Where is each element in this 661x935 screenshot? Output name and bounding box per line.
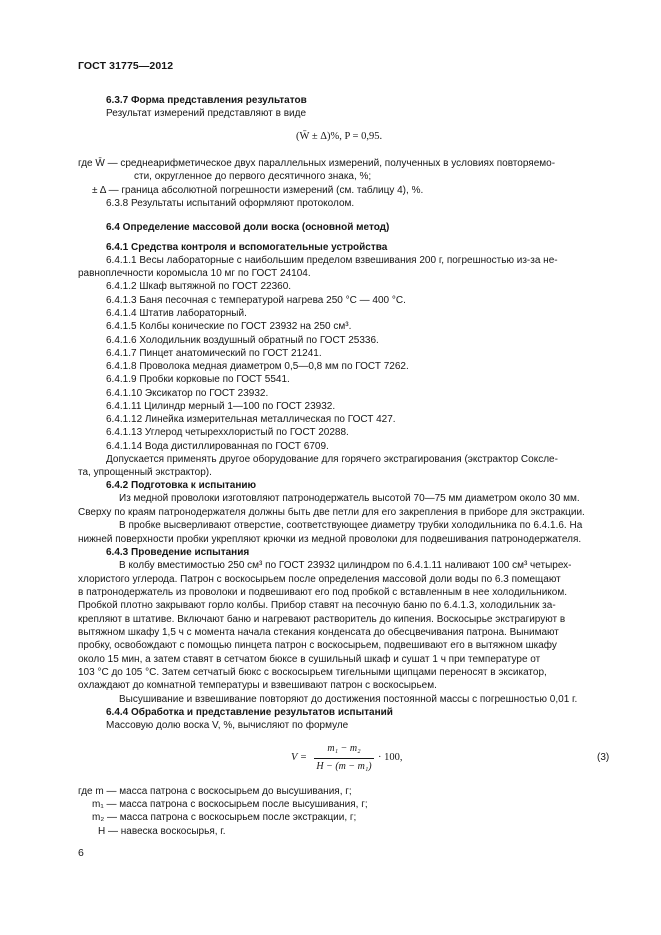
heading-6-4-2: 6.4.2 Подготовка к испытанию (106, 480, 257, 491)
legend-delta: ± Δ — граница абсолютной погрешности измерений (см. таблицу 4), %. (92, 185, 424, 196)
paragraph-drying-repeat: Высушивание и взвешивание повторяют до достижения постоянной массы с погрешностью 0,01 г. (119, 694, 578, 705)
list-item: равноплечности коромысла 10 мг по ГОСТ 24104. (78, 268, 311, 279)
legend-w: где W̄ — среднеарифметическое двух параллельных измерений, полученных в условиях повторяемо- (78, 158, 556, 169)
procedure-line: Пробкой плотно закрывают горло колбы. Прибор ставят на песочную баню по 6.4.1.3, холодильник за- (78, 600, 556, 611)
paragraph-6-3-8: 6.3.8 Результаты испытаний оформляют протоколом. (106, 198, 355, 209)
procedure-line: В колбу вместимостью 250 см³ по ГОСТ 23932 цилиндром по 6.4.1.11 наливают 100 см³ четырех- (119, 560, 572, 571)
list-item: 6.4.1.11 Цилиндр мерный 1—100 по ГОСТ 23932. (106, 401, 336, 412)
paragraph-other-equipment-cont: та, упрощенный экстрактор). (78, 467, 212, 478)
formula-tail: · 100, (378, 752, 403, 763)
formula-denominator: H − (m − m₁) (316, 761, 372, 772)
page-number: 6 (78, 847, 84, 859)
paragraph-other-equipment: Допускается применять другое оборудование для горячего экстрагирования (экстрактор Соксле- (106, 454, 558, 465)
list-item: 6.4.1.13 Углерод четыреххлористый по ГОСТ 20288. (106, 427, 349, 438)
procedure-line: пробку, освобождают с помощью пинцета патрон с воскосырьем, подвешивают его в вытяжном шкафу (78, 640, 557, 651)
legend-w-cont: сти, округленное до первого десятичного знака, %; (134, 171, 372, 182)
document-header: ГОСТ 31775—2012 (78, 60, 174, 72)
list-item: 6.4.1.6 Холодильник воздушный обратный по ГОСТ 25336. (106, 335, 379, 346)
list-item: 6.4.1.5 Колбы конические по ГОСТ 23932 на 250 см³. (106, 321, 352, 332)
procedure-line: охлаждают до комнатной температуры и взвешивают патрон с воскосырьем. (78, 680, 437, 691)
list-item: 6.4.1.9 Пробки корковые по ГОСТ 5541. (106, 374, 290, 385)
list-item: 6.4.1.12 Линейка измерительная металлическая по ГОСТ 427. (106, 414, 396, 425)
heading-6-4: 6.4 Определение массовой доли воска (основной метод) (106, 222, 390, 233)
paragraph-intro: Результат измерений представляют в виде (106, 108, 306, 119)
paragraph-calc-intro: Массовую долю воска V, %, вычисляют по формуле (106, 720, 349, 731)
result-formula: (W̄ ± Δ)%, P = 0,95. (296, 131, 383, 142)
legend-m2: m₂ — масса патрона с воскосырьем после экстракции, г; (92, 812, 357, 823)
procedure-line: хлористого углерода. Патрон с воскосырьем после определения массовой доли воды по 6.3 помещают (78, 574, 561, 585)
list-item: 6.4.1.10 Эксикатор по ГОСТ 23932. (106, 388, 269, 399)
procedure-line: около 15 мин, а затем ставят в сетчатом бюксе в сушильный шкаф и сушат 1 ч при температуре от (78, 654, 541, 665)
procedure-line: в патронодержатель из проволоки и подвешивают его под пробкой с вставленным в нее холодильником. (78, 587, 567, 598)
heading-6-4-3: 6.4.3 Проведение испытания (106, 547, 250, 558)
list-item: 6.4.1.14 Вода дистиллированная по ГОСТ 6709. (106, 441, 329, 452)
list-item: 6.4.1.7 Пинцет анатомический по ГОСТ 21241. (106, 348, 322, 359)
list-item: 6.4.1.3 Баня песочная с температурой нагрева 250 °С — 400 °С. (106, 295, 406, 306)
formula-numerator: m₁ − m₂ (327, 743, 361, 754)
legend-h: H — навеска воскосырья, г. (98, 826, 226, 837)
heading-6-4-4: 6.4.4 Обработка и представление результатов испытаний (106, 707, 393, 718)
fraction-line (314, 758, 374, 759)
procedure-line: крепляют в штативе. Включают баню и нагревают растворитель до кипения. Воскосырье экстрагируют в (78, 614, 566, 625)
procedure-line: вытяжном шкафу 1,5 ч с момента начала стекания конденсата до обесцвечивания патрона. Вынимают (78, 627, 559, 638)
legend-m1: m₁ — масса патрона с воскосырьем после высушивания, г; (92, 799, 368, 810)
prep-line: Из медной проволоки изготовляют патронодержатель высотой 70—75 мм диаметром около 30 мм. (119, 493, 580, 504)
formula-lhs: V = (291, 752, 307, 763)
prep-line: нижней поверхности пробки укрепляют крючки из медной проволоки для подвешивания патронодержателя. (78, 534, 582, 545)
list-item: 6.4.1.2 Шкаф вытяжной по ГОСТ 22360. (106, 281, 292, 292)
heading-6-4-1: 6.4.1 Средства контроля и вспомогательные устройства (106, 242, 388, 253)
list-item: 6.4.1.1 Весы лабораторные с наибольшим пределом взвешивания 200 г, погрешностью из-за не- (106, 255, 558, 266)
equation-number: (3) (597, 752, 610, 763)
heading-6-3-7: 6.3.7 Форма представления результатов (106, 95, 307, 106)
procedure-line: 103 °С до 105 °С. Затем сетчатый бюкс с воскосырьем тигельными щипцами переносят в эксикатор, (78, 667, 547, 678)
list-item: 6.4.1.8 Проволока медная диаметром 0,5—0,8 мм по ГОСТ 7262. (106, 361, 409, 372)
prep-line: В пробке высверливают отверстие, соответствующее диаметру трубки холодильника по 6.4.1.6. На (119, 520, 583, 531)
prep-line: Сверху по краям патронодержателя должны быть две петли для его закрепления в приборе для экстракции. (78, 507, 585, 518)
legend-m: где m — масса патрона с воскосырьем до высушивания, г; (78, 786, 352, 797)
list-item: 6.4.1.4 Штатив лабораторный. (106, 308, 247, 319)
